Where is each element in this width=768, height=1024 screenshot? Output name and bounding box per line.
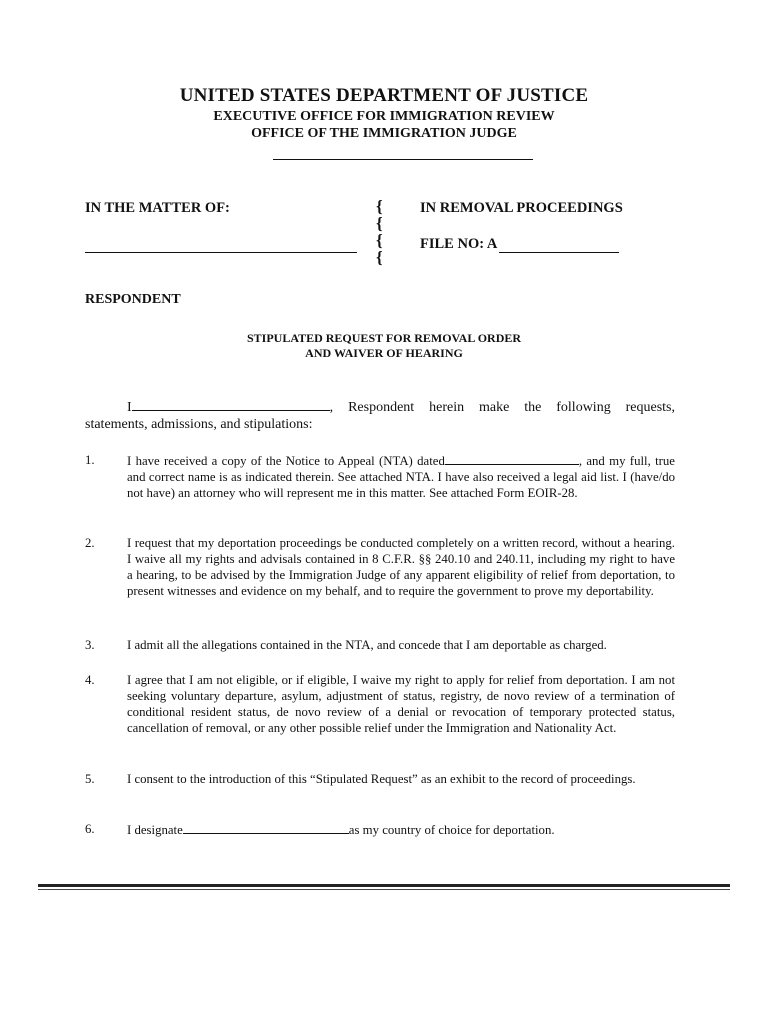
respondent-label: RESPONDENT bbox=[85, 292, 181, 307]
item-number: 4. bbox=[85, 673, 95, 687]
document-title bbox=[0, 331, 768, 361]
list-item bbox=[85, 637, 675, 653]
item-number: 5. bbox=[85, 772, 95, 786]
item-text-part: I have received a copy of the Notice to Appeal (NTA) dated bbox=[127, 454, 445, 468]
caption-braces: { { { { bbox=[376, 197, 383, 267]
footer-rule bbox=[38, 884, 730, 887]
list-item bbox=[85, 452, 675, 501]
list-item bbox=[85, 771, 675, 787]
respondent-name-blank bbox=[85, 252, 357, 253]
item-number: 3. bbox=[85, 638, 95, 652]
item-number: 6. bbox=[85, 822, 95, 836]
item-number: 1. bbox=[85, 453, 95, 467]
letterhead bbox=[0, 84, 768, 142]
item-text: I agree that I am not eligible, or if eligible, I waive my right to apply for relief from deportation. I am not seeking voluntary departure, asylum, adjustment of status, registry, de novo review of a termination of conditional resident status, de novo review of a denial or revocation of temporary protected status, cancellation of removal, or any other possible relief under the Immigration and Nationality Act. bbox=[127, 673, 675, 735]
title-line-2: AND WAIVER OF HEARING bbox=[305, 346, 463, 360]
intro-pronoun: I bbox=[127, 400, 132, 415]
header-divider bbox=[273, 159, 533, 160]
nta-date-blank bbox=[445, 452, 579, 465]
item-text: I consent to the introduction of this “Stipulated Request” as an exhibit to the record of proceedings. bbox=[127, 772, 636, 786]
intro-paragraph bbox=[85, 397, 675, 433]
suboffice-name: OFFICE OF THE IMMIGRATION JUDGE bbox=[251, 126, 517, 141]
list-item bbox=[85, 821, 675, 838]
title-line-1: STIPULATED REQUEST FOR REMOVAL ORDER bbox=[246, 331, 522, 345]
item-text bbox=[127, 452, 675, 501]
file-number-label: FILE NO: A bbox=[420, 236, 498, 252]
item-text: I request that my deportation proceedings be conducted completely on a written record, without a hearing. I waive all my rights and advisals contained in 8 C.F.R. §§ 240.10 and 240.11, including my right to have a hearing, to be advised by the Immigration Judge of any apparent eligibility of relief from deportation, to present witnesses and evidence on my behalf, and to require the government to prove my deportability. bbox=[127, 536, 675, 598]
item-text bbox=[127, 821, 675, 838]
intro-name-blank bbox=[132, 397, 330, 411]
office-name: EXECUTIVE OFFICE FOR IMMIGRATION REVIEW bbox=[213, 109, 555, 124]
list-item bbox=[85, 535, 675, 599]
intro-text: , Respondent herein make the following requests, bbox=[329, 400, 675, 415]
proceedings-label: IN REMOVAL PROCEEDINGS bbox=[420, 200, 623, 216]
list-item bbox=[85, 672, 675, 736]
item-text: I admit all the allegations contained in the NTA, and concede that I am deportable as charged. bbox=[127, 638, 607, 652]
intro-line-1 bbox=[85, 397, 675, 416]
department-name: UNITED STATES DEPARTMENT OF JUSTICE bbox=[179, 85, 589, 106]
item-text-part: , and my full, true and correct name is as indicated therein. See attached NTA. I have also received a legal aid list. I (have/do not have) an attorney who will represent me in this matter. See attached Form EOIR-28. bbox=[127, 454, 675, 500]
item-number: 2. bbox=[85, 536, 95, 550]
country-blank bbox=[183, 821, 349, 834]
intro-line-2: statements, admissions, and stipulations: bbox=[85, 417, 313, 432]
file-number-blank bbox=[499, 237, 619, 253]
item-text-part: as my country of choice for deportation. bbox=[348, 823, 555, 837]
footer-rule-thin bbox=[38, 889, 730, 890]
file-number-field bbox=[420, 236, 619, 253]
item-text-part: I designate bbox=[127, 823, 183, 837]
in-the-matter-of-label: IN THE MATTER OF: bbox=[85, 200, 230, 216]
